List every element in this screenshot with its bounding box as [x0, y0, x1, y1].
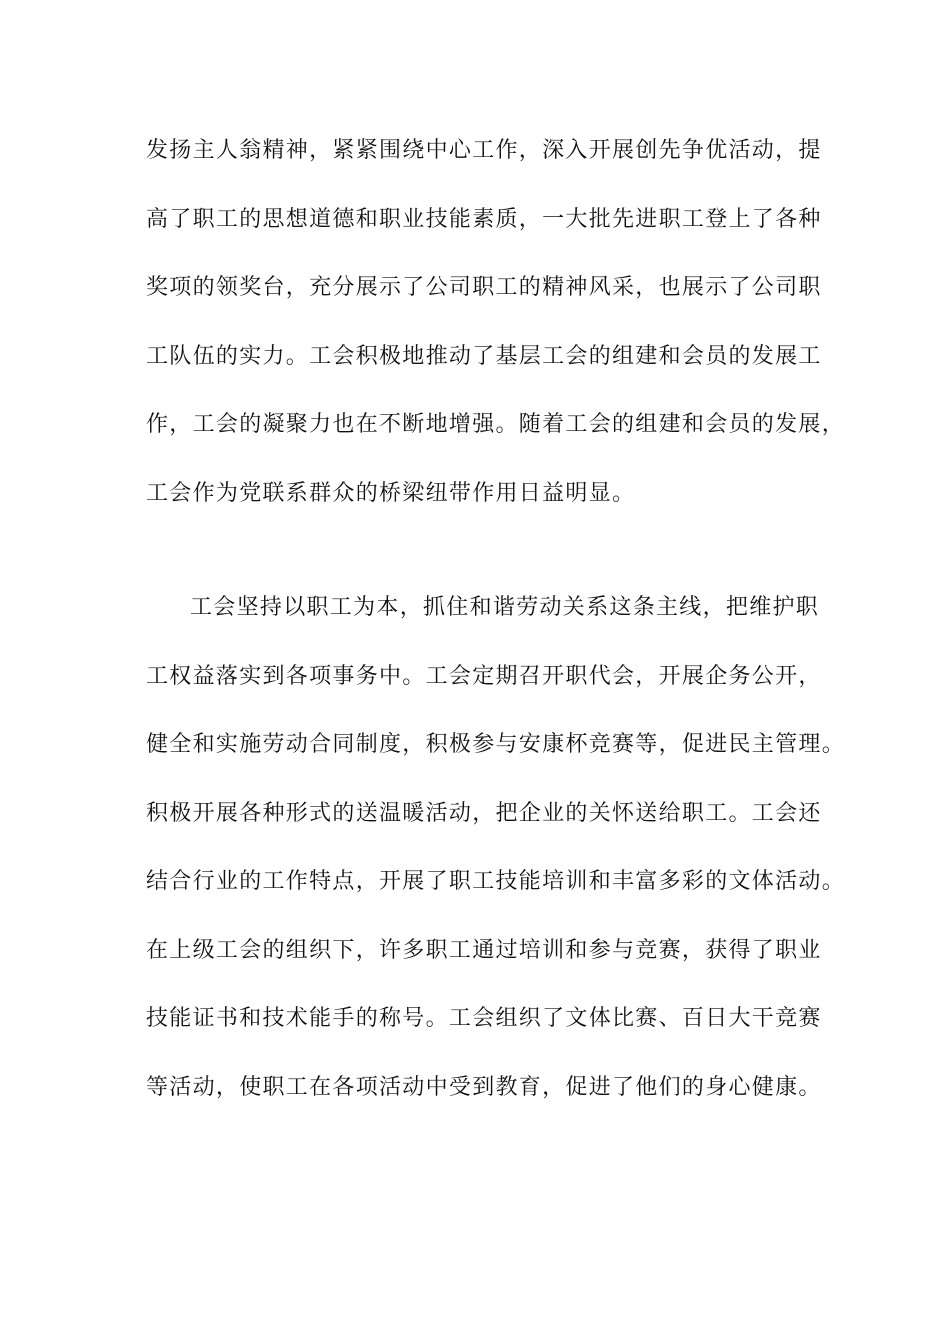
paragraph-2-line-5: 结合行业的工作特点，开展了职工技能培训和丰富多彩的文体活动。: [146, 869, 846, 894]
paragraph-2-line-3: 健全和实施劳动合同制度，积极参与安康杯竞赛等，促进民主管理。: [146, 732, 846, 757]
paragraph-1-line-5: 作，工会的凝聚力也在不断地增强。随着工会的组建和会员的发展，: [146, 412, 846, 437]
paragraph-2-line-4: 积极开展各种形式的送温暖活动，把企业的关怀送给职工。工会还: [146, 801, 822, 826]
paragraph-1-line-2: 高了职工的思想道德和职业技能素质，一大批先进职工登上了各种: [146, 207, 822, 232]
paragraph-1-line-4: 工队伍的实力。工会积极地推动了基层工会的组建和会员的发展工: [146, 344, 822, 369]
paragraph-2-line-7: 技能证书和技术能手的称号。工会组织了文体比赛、百日大干竞赛: [146, 1006, 822, 1031]
paragraph-2-line-6: 在上级工会的组织下，许多职工通过培训和参与竞赛，获得了职业: [146, 938, 822, 963]
paragraph-2-line-1: 工会坚持以职工为本，抓住和谐劳动关系这条主线，把维护职: [190, 595, 820, 620]
paragraph-1-line-6: 工会作为党联系群众的桥梁纽带作用日益明显。: [146, 481, 636, 506]
paragraph-1-line-3: 奖项的领奖台，充分展示了公司职工的精神风采，也展示了公司职: [146, 275, 822, 300]
paragraph-2-line-2: 工权益落实到各项事务中。工会定期召开职代会，开展企务公开，: [146, 664, 822, 689]
paragraph-1-line-1: 发扬主人翁精神，紧紧围绕中心工作，深入开展创先争优活动，提: [146, 138, 822, 163]
paragraph-2-line-8: 等活动，使职工在各项活动中受到教育，促进了他们的身心健康。: [146, 1075, 822, 1100]
